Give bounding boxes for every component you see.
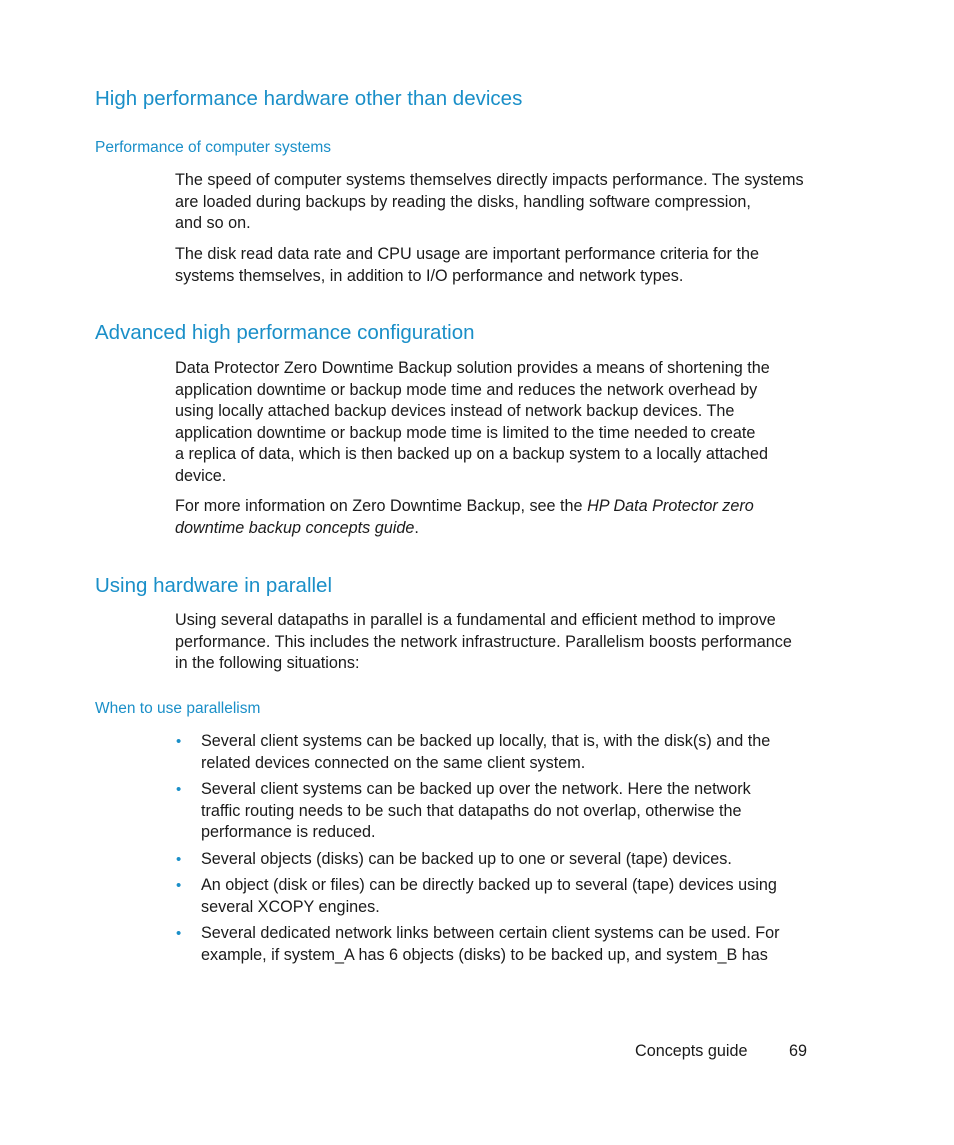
text-line: are loaded during backups by reading the disks, handling software compression,	[175, 192, 751, 211]
bullet-icon: •	[176, 925, 182, 942]
text-line	[175, 518, 815, 540]
text-line: device.	[175, 466, 227, 485]
text-line: performance is reduced.	[201, 823, 376, 841]
bullet-icon: •	[176, 877, 182, 894]
text-line: traffic routing needs to be such that datapaths do not overlap, otherwise the	[201, 801, 742, 820]
subsection-heading-when-parallelism: When to use parallelism	[95, 700, 261, 717]
text-line: Several objects (disks) can be backed up to one or several (tape) devices.	[201, 849, 732, 868]
text-line: using locally attached backup devices instead of network backup devices. The	[175, 402, 735, 420]
subsection-heading-computer-systems: Performance of computer systems	[95, 139, 332, 156]
text-line: Several client systems can be backed up locally, that is, with the disk(s) and the	[201, 732, 771, 750]
bullet-icon: •	[176, 850, 182, 868]
text-line: Using several datapaths in parallel is a fundamental and efficient method to improve	[175, 611, 776, 629]
list-item	[175, 849, 815, 871]
guide-title-reference: downtime backup concepts guide	[175, 518, 415, 537]
text-line	[175, 496, 815, 518]
section-heading-hw: High performance hardware other than devices	[95, 87, 523, 110]
text-line: several XCOPY engines.	[201, 897, 380, 916]
text-line: example, if system_A has 6 objects (disks) to be backed up, and system_B has	[201, 945, 768, 964]
list-item	[175, 875, 815, 918]
text-line: Data Protector Zero Downtime Backup solution provides a means of shortening the	[175, 359, 770, 377]
footer-guide-title: Concepts guide	[635, 1042, 748, 1060]
list-item	[175, 923, 815, 966]
text-line: Several client systems can be backed up over the network. Here the network	[201, 780, 751, 798]
list-item	[175, 779, 815, 844]
text-line: systems themselves, in addition to I/O performance and network types.	[175, 266, 684, 285]
text-line: The speed of computer systems themselves directly impacts performance. The systems	[175, 171, 804, 189]
paragraph-parallel-datapaths	[175, 610, 815, 675]
list-item	[175, 731, 815, 774]
text-plain: For more information on Zero Downtime Backup, see the	[175, 497, 588, 515]
paragraph-zero-downtime	[175, 358, 815, 487]
paragraph-computer-speed	[175, 170, 815, 235]
text-line: performance. This includes the network infrastructure. Parallelism boosts performance	[175, 632, 792, 651]
paragraph-more-information	[175, 496, 815, 539]
text-line: application downtime or backup mode time is limited to the time needed to create	[175, 423, 756, 442]
parallelism-bullet-list	[175, 731, 815, 966]
text-plain: .	[414, 518, 419, 537]
text-line: a replica of data, which is then backed up on a backup system to a locally attached	[175, 445, 768, 463]
text-line: Several dedicated network links between certain client systems can be used. For	[201, 924, 780, 942]
text-line: and so on.	[175, 214, 251, 232]
bullet-icon: •	[176, 733, 182, 750]
text-line: application downtime or backup mode time and reduces the network overhead by	[175, 380, 758, 399]
text-line: in the following situations:	[175, 654, 360, 672]
text-line: An object (disk or files) can be directly backed up to several (tape) devices using	[201, 876, 777, 894]
page-number: 69	[789, 1042, 808, 1060]
paragraph-disk-read-rate	[175, 244, 815, 287]
guide-title-reference: HP Data Protector zero	[587, 497, 754, 515]
section-heading-advanced: Advanced high performance configuration	[95, 321, 475, 344]
section-heading-parallel: Using hardware in parallel	[95, 574, 333, 597]
text-line: The disk read data rate and CPU usage are important performance criteria for the	[175, 245, 759, 263]
bullet-icon: •	[176, 781, 182, 798]
text-line: related devices connected on the same client system.	[201, 753, 586, 772]
